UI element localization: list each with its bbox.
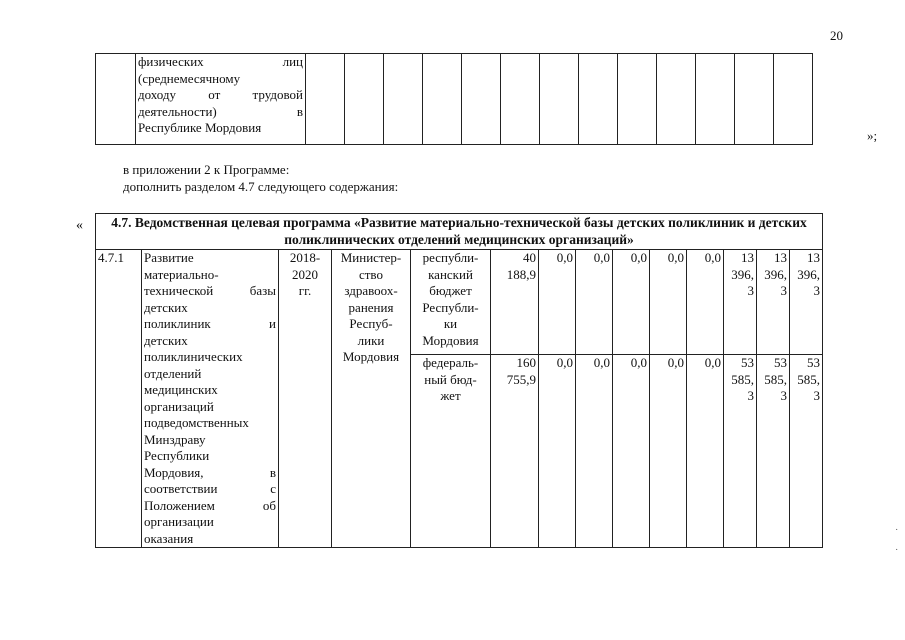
text-line: бюджет	[429, 283, 472, 298]
text-line: 3	[747, 388, 754, 403]
text-line: Респуб-	[349, 316, 393, 331]
text-line: 13	[774, 250, 787, 265]
text-line: 13	[741, 250, 754, 265]
text-line: республи-	[422, 250, 479, 265]
table-cell	[657, 54, 696, 145]
previous-table-fragment	[95, 53, 813, 145]
text-line: 585,	[764, 371, 787, 387]
text-line: 755,9	[506, 371, 536, 387]
text-line: 53	[741, 355, 754, 370]
year-value-cell	[757, 250, 790, 355]
text-line: 53	[807, 355, 820, 370]
text-line: отделений	[144, 365, 202, 381]
text-line: ство	[358, 266, 383, 282]
section-title-row	[96, 214, 823, 250]
text-line: организации	[144, 514, 214, 529]
text-line: доходу от трудовой	[138, 87, 303, 102]
funding-source-cell	[411, 250, 491, 355]
text-line: 3	[780, 283, 787, 298]
closing-quote: »;	[867, 128, 878, 143]
opening-quote: «	[76, 218, 83, 233]
table-cell	[579, 54, 618, 145]
text-line: 585,	[731, 371, 754, 387]
table-cell	[774, 54, 813, 145]
table-row	[96, 54, 813, 145]
text-line: здравоох-	[344, 283, 398, 298]
text-line: поликлиник и	[144, 316, 276, 331]
text-line: материально-	[144, 266, 219, 282]
table-cell	[540, 54, 579, 145]
text-line: 53	[774, 355, 787, 370]
total-amount-cell	[491, 250, 539, 355]
text-line: 396,	[764, 266, 787, 282]
margin-mark: ˙	[895, 548, 899, 559]
text-line: Министер-	[340, 250, 402, 265]
table-cell	[462, 54, 501, 145]
measure-name-cell	[142, 250, 279, 548]
text-line: деятельности) в	[138, 103, 303, 119]
text-line: Положением об	[144, 497, 276, 513]
text-line: Развитие	[144, 250, 194, 265]
text-line: 13	[807, 250, 820, 265]
text-line: подведомственных	[144, 415, 249, 430]
year-value-cell: 0,0	[687, 355, 724, 548]
text-line: физических лиц	[138, 54, 303, 69]
year-value-cell: 0,0	[576, 250, 613, 355]
text-line: 3	[780, 388, 787, 403]
total-amount-cell	[491, 355, 539, 548]
text-line: жет	[440, 388, 461, 403]
text-line: ный бюд-	[424, 371, 477, 387]
page-number: 20	[830, 28, 843, 43]
table-cell	[501, 54, 540, 145]
text-line: 160	[516, 355, 536, 370]
year-value-cell: 0,0	[539, 355, 576, 548]
table-cell	[96, 54, 136, 145]
text-line: оказания	[144, 530, 194, 546]
text-line: ки	[443, 316, 458, 331]
text-line: Республи-	[422, 299, 479, 315]
table-cell	[384, 54, 423, 145]
margin-mark: ˙	[895, 528, 899, 539]
text-line: 2018-	[289, 250, 321, 265]
text-line: ранения	[348, 299, 394, 315]
year-value-cell: 0,0	[650, 355, 687, 548]
section-title: 4.7. Ведомственная целевая программа «Развитие материально-технической базы детских поликлиник и детских поликлинических отделений медицинских организаций»	[96, 214, 823, 250]
table-row	[96, 250, 823, 355]
year-value-cell: 0,0	[687, 250, 724, 355]
text-line: 188,9	[506, 266, 536, 282]
table-cell	[345, 54, 384, 145]
text-line: 40	[523, 250, 536, 265]
year-value-cell	[790, 250, 823, 355]
text-line: 2020	[292, 266, 318, 282]
intro-line-2: дополнить разделом 4.7 следующего содержания:	[123, 179, 399, 194]
year-value-cell: 0,0	[613, 250, 650, 355]
text-line: технической базы	[144, 283, 276, 298]
period-cell	[279, 250, 332, 548]
text-line: федераль-	[422, 355, 479, 370]
year-value-cell	[757, 355, 790, 548]
table-cell	[696, 54, 735, 145]
year-value-cell	[724, 250, 757, 355]
text-line: медицинских	[144, 382, 218, 397]
year-value-cell	[790, 355, 823, 548]
text-line: Республики	[144, 448, 210, 463]
year-value-cell: 0,0	[613, 355, 650, 548]
text-line: лики	[357, 332, 385, 348]
text-line: 396,	[797, 266, 820, 282]
year-value-cell: 0,0	[539, 250, 576, 355]
section-table	[95, 213, 823, 548]
text-line: 396,	[731, 266, 754, 282]
year-value-cell	[724, 355, 757, 548]
row-number: 4.7.1	[96, 250, 142, 548]
text-line: 3	[747, 283, 754, 298]
text-line: (среднемесячному	[138, 70, 241, 86]
executor-cell	[332, 250, 411, 548]
table-cell	[423, 54, 462, 145]
text-line: организаций	[144, 398, 214, 414]
text-line: канский	[428, 266, 473, 282]
text-line: Республике Мордовия	[138, 120, 262, 135]
text-line: 3	[813, 388, 820, 403]
table-cell	[618, 54, 657, 145]
year-value-cell: 0,0	[650, 250, 687, 355]
table-cell	[306, 54, 345, 145]
text-line: детских	[144, 299, 188, 315]
text-line: 3	[813, 283, 820, 298]
text-line: Минздраву	[144, 431, 206, 447]
text-line: поликлинических	[144, 349, 243, 364]
year-value-cell: 0,0	[576, 355, 613, 548]
text-line: Мордовия, в	[144, 464, 276, 480]
table-cell	[735, 54, 774, 145]
text-line: 585,	[797, 371, 820, 387]
text-line: соответствии с	[144, 481, 276, 496]
text-line: Мордовия	[342, 349, 400, 364]
text-line: детских	[144, 332, 188, 348]
indicator-name-cell	[136, 54, 306, 145]
text-line: Мордовия	[422, 332, 479, 348]
funding-source-cell	[411, 355, 491, 548]
intro-line-1: в приложении 2 к Программе:	[123, 162, 290, 177]
text-line: гг.	[298, 283, 312, 298]
